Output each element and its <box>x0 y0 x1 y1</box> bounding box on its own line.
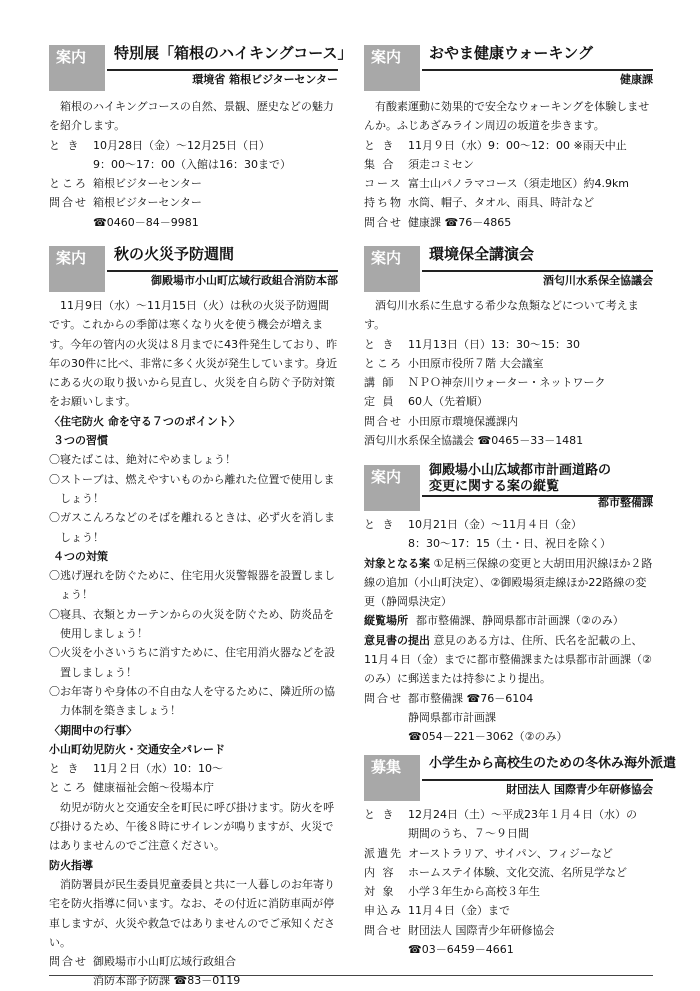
info-label: コース <box>364 177 403 191</box>
target-plan <box>364 554 653 612</box>
title-rule <box>422 69 653 71</box>
article-body <box>364 97 653 232</box>
info-label: 内 容 <box>364 865 396 879</box>
info-row-contact <box>364 921 653 960</box>
contact-organization: 酒匂川水系保全協議会 ☎0465－33－1481 <box>364 434 584 448</box>
info-label: と き <box>364 337 396 351</box>
article-overseas-exchange <box>364 755 677 959</box>
info-value: ホームステイ体験、文化交流、名所見学など <box>408 865 628 879</box>
info-row-date <box>364 136 653 155</box>
page-bottom-rule <box>49 975 653 976</box>
info-value: 11月13日（日）13：30～15：30 <box>408 337 580 351</box>
article-body <box>49 97 338 232</box>
info-value: 都市整備課、静岡県都市計画課（②のみ） <box>416 614 624 628</box>
category-tag: 案内 <box>49 246 105 292</box>
opinion-submission <box>364 631 653 689</box>
article-organizer: 都市整備課 <box>598 496 653 509</box>
info-value: 健康課 ☎76－4865 <box>408 215 512 229</box>
measure-item: 〇逃げ遅れを防ぐために、住宅用火災警報器を設置しましょう！ <box>49 569 335 602</box>
article-organizer: 御殿場市小山町広域行政組合消防本部 <box>151 274 338 287</box>
info-label: 講 師 <box>364 376 396 390</box>
info-label: 持ち物 <box>364 196 403 210</box>
article-hiking-exhibit <box>49 44 353 232</box>
category-tag: 募集 <box>364 755 420 801</box>
info-value: 11月９日（水）9：00～12：00 ※雨天中止 <box>408 138 627 152</box>
info-label: と き <box>364 518 396 531</box>
category-tag: 案内 <box>364 45 420 91</box>
info-value: オーストラリア、サイパン、フィジーなど <box>408 846 613 860</box>
info-value: 小田原市役所７階 大会議室 <box>408 356 544 370</box>
info-value: 水筒、帽子、タオル、雨具、時計など <box>408 196 595 210</box>
info-value: 御殿場市小山町広域行政組合 消防本部予防課 ☎83－0119 <box>93 955 241 988</box>
info-value: 10月21日（金）～11月４日（金） 8：30～17：15（土・日、祝日を除く） <box>408 518 611 551</box>
info-value: 財団法人 国際青少年研修協会 ☎03－6459－4661 <box>408 923 555 957</box>
article-description: 酒匂川水系に生息する希少な魚類などについて考えます。 <box>364 299 639 332</box>
info-row-place <box>364 354 653 373</box>
info-value: 小田原市環境保護課内 <box>408 414 518 428</box>
events-heading: 〈期間中の行事〉 <box>49 723 137 737</box>
info-row-lecturer <box>364 373 653 392</box>
info-row-date <box>49 136 338 175</box>
measure-item: 〇火災を小さいうちに消すために、住宅用消火器などを設置しましょう！ <box>49 646 335 679</box>
title-rule <box>107 69 338 71</box>
info-row-contact <box>49 193 338 232</box>
info-label: と き <box>49 762 81 776</box>
article-body <box>364 296 653 450</box>
article-organizer: 環境省 箱根ビジターセンター <box>192 73 338 86</box>
target-plan-value: ①足柄三保線の変更と大胡田用沢線ほか２路線の追加（小山町決定）、②御殿場須走線ほか22路線の変更（静岡県決定） <box>364 556 653 609</box>
info-row-contact <box>49 952 338 991</box>
article-body <box>364 805 653 959</box>
parade-description: 幼児が防火と交通安全を町民に呼び掛けます。防火を呼び掛けるため、午後８時にサイレンが鳴りますが、火災ではありませんのでご注意ください。 <box>49 800 335 853</box>
title-rule <box>422 779 653 781</box>
article-health-walking <box>364 45 653 232</box>
parade-title: 小山町幼児防火・交通安全パレード <box>49 742 225 756</box>
points-heading: 〈住宅防火 命を守る７つのポイント〉 <box>49 414 240 428</box>
info-row-contact <box>364 689 653 747</box>
info-row-meeting <box>364 155 653 174</box>
opinion-label: 意見書の提出 <box>364 633 430 647</box>
article-title: 環境保全講演会 <box>429 245 535 263</box>
info-label: 申込み <box>364 904 403 918</box>
info-label: 集 合 <box>364 157 396 171</box>
info-row-destination <box>364 844 653 863</box>
info-label: 対 象 <box>364 885 396 899</box>
info-value: 箱根ビジターセンター ☎0460－84－9981 <box>93 196 202 229</box>
habit-item: 〇ストーブは、燃えやすいものから離れた位置で使用しましょう！ <box>49 472 335 505</box>
article-fire-prevention <box>49 246 338 991</box>
info-label: 定 員 <box>364 395 396 409</box>
article-description: 箱根のハイキングコースの自然、景観、歴史などの魅力を紹介します。 <box>49 100 334 133</box>
info-label: ところ <box>49 781 88 795</box>
article-environment-lecture <box>364 246 653 450</box>
article-title: 特別展「箱根のハイキングコース」 <box>114 44 353 62</box>
article-organizer: 財団法人 国際青少年研修協会 <box>506 783 653 796</box>
info-label: ところ <box>49 177 88 191</box>
measure-item: 〇お年寄りや身体の不自由な人を守るために、隣近所の協力体制を築きましょう！ <box>49 684 335 718</box>
habit-item: 〇ガスこんろなどのそばを離れるときは、必ず火を消しましょう！ <box>49 511 335 544</box>
info-value: 小学３年生から高校３年生 <box>408 885 540 899</box>
habits-heading: ３つの習慣 <box>53 434 108 448</box>
habit-item: 〇寝たばこは、絶対にやめましょう！ <box>49 453 236 467</box>
article-header <box>364 755 677 801</box>
category-tag: 案内 <box>364 246 420 292</box>
info-value: 11月４日（金）まで <box>408 904 510 918</box>
opinion-value: 意見のある方は、住所、氏名を記載の上、11月４日（金）までに都市整備課または県都市計画課（②のみ）に郵送または持参により提出。 <box>364 633 652 686</box>
article-header <box>364 465 653 511</box>
measures-heading: ４つの対策 <box>53 549 108 563</box>
article-description: 有酸素運動に効果的で安全なウォーキングを体験しませんか。ふじあざみライン周辺の坂道を歩きます。 <box>364 100 650 133</box>
info-value: 富士山パノラマコース（須走地区）約4.9km <box>408 177 630 191</box>
info-label: ところ <box>364 356 403 370</box>
info-row-application <box>364 901 653 920</box>
info-label: 問合せ <box>364 923 403 937</box>
title-rule <box>107 270 338 272</box>
article-description: 11月9日（水）～11月15日（火）は秋の火災予防週間です。これからの季節は寒くなり火を使う機会が増えます。今年の管内の火災は８月までに43件発生しており、昨年の30件に比べ、非常に多く火災が発生しています。身近にある火の取り扱いから見直し、火災を自ら防ぐ予防対策をお願いします。 <box>49 299 338 409</box>
info-label: 問合せ <box>364 215 403 229</box>
guidance-heading: 防火指導 <box>49 858 93 872</box>
info-row-items <box>364 193 653 212</box>
info-row-place <box>49 778 338 797</box>
info-row-contact <box>364 213 653 232</box>
article-header <box>364 45 653 91</box>
article-title: 小学生から高校生のための冬休み海外派遣 <box>429 756 677 771</box>
info-value: 10月28日（金）～12月25日（日） 9：00～17：00（入館は16：30まで） <box>93 138 291 171</box>
article-header <box>364 246 653 292</box>
info-row-date <box>49 759 338 778</box>
info-label: 問合せ <box>364 691 403 705</box>
article-header <box>49 44 353 91</box>
info-value: 12月24日（土）～平成23年１月４日（水）の 期間のうち、７～９日間 <box>408 808 637 841</box>
info-label: 派遣先 <box>364 846 403 860</box>
info-label: と き <box>49 138 81 152</box>
target-plan-label: 対象となる案 <box>364 556 430 570</box>
info-row-content <box>364 863 653 882</box>
title-rule <box>422 270 653 272</box>
info-row-date <box>364 335 653 354</box>
category-tag: 案内 <box>364 465 420 511</box>
info-row-capacity <box>364 392 653 411</box>
info-value: ＮＰＯ神奈川ウォーター・ネットワーク <box>408 376 606 390</box>
info-row-inspection <box>364 611 653 630</box>
article-title: 御殿場小山広域都市計画道路の 変更に関する案の縦覧 <box>429 463 612 494</box>
info-value: 11月２日（水）10：10～ <box>93 762 223 776</box>
article-organizer: 酒匂川水系保全協議会 <box>543 274 653 287</box>
info-row-course <box>364 174 653 193</box>
article-body <box>49 296 338 991</box>
info-row-eligibility <box>364 882 653 901</box>
article-body <box>364 515 653 747</box>
info-value: 60人（先着順） <box>408 395 488 409</box>
info-value: 箱根ビジターセンター <box>93 177 202 191</box>
guidance-description: 消防署員が民生委員児童委員と共に一人暮しのお年寄り宅を防火指導に伺います。なお、その付近に消防車両が停車しますが、火災や救急ではありませんのでご承知ください。 <box>49 877 335 949</box>
category-tag: 案内 <box>49 45 105 91</box>
article-road-plan <box>364 465 653 747</box>
info-label: 問合せ <box>364 414 403 428</box>
info-row-place <box>49 174 338 193</box>
article-organizer: 健康課 <box>620 73 653 86</box>
info-value: 健康福祉会館～役場本庁 <box>93 781 214 795</box>
info-row-date <box>364 805 653 844</box>
info-row-date <box>364 515 653 554</box>
info-label: と き <box>364 138 396 152</box>
info-value: 須走コミセン <box>408 157 474 171</box>
info-label: 問合せ <box>49 196 88 210</box>
info-value: 都市整備課 ☎76－6104 静岡県都市計画課 ☎054－221－3062（②のみ） <box>408 691 568 744</box>
measure-item: 〇寝具、衣類とカーテンからの火災を防ぐため、防炎品を使用しましょう！ <box>49 607 335 641</box>
info-label: 問合せ <box>49 955 88 969</box>
info-row-contact <box>364 412 653 431</box>
article-title: おやま健康ウォーキング <box>429 44 593 62</box>
info-label: と き <box>364 808 396 821</box>
info-label: 縦覧場所 <box>364 614 408 628</box>
article-header <box>49 246 338 292</box>
article-title: 秋の火災予防週間 <box>114 245 235 263</box>
